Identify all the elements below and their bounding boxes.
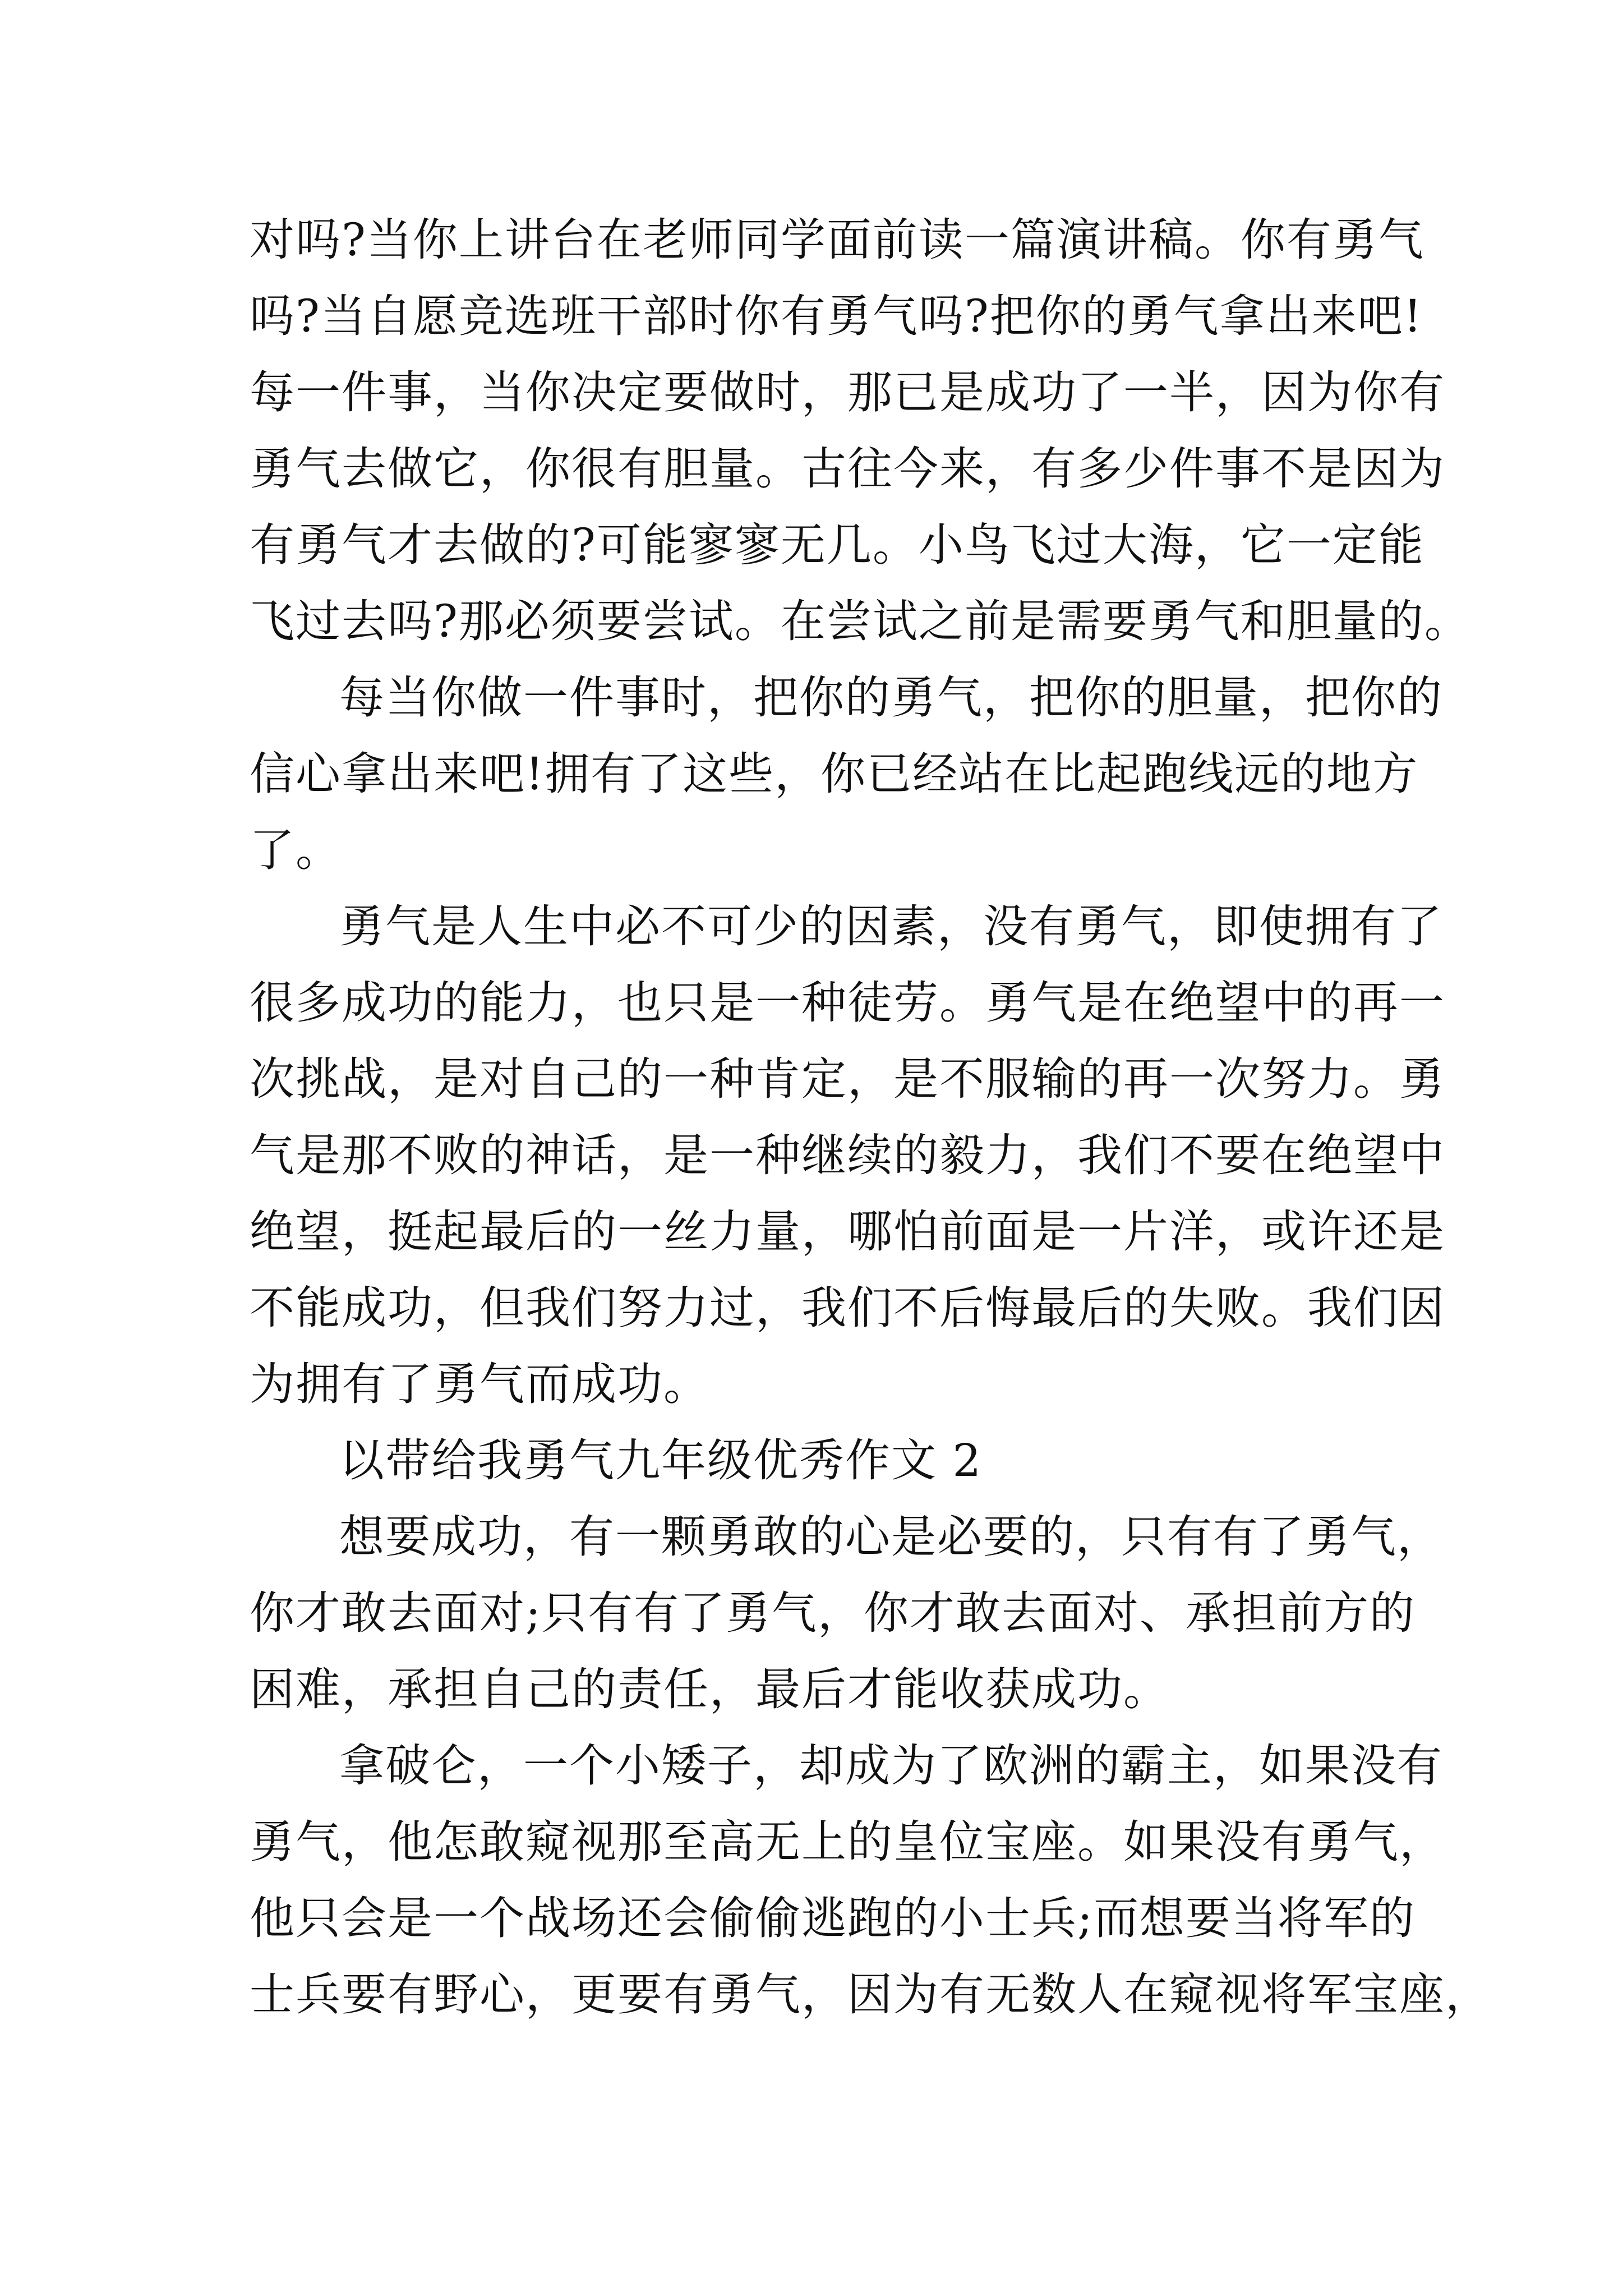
text-line: 他只会是一个战场还会偷偷逃跑的小士兵;而想要当将军的 [250, 1892, 1415, 1944]
text-line: 飞过去吗?那必须要尝试。在尝试之前是需要勇气和胆量的。 [250, 595, 1470, 647]
text-line: 每一件事，当你决定要做时，那已是成功了一半，因为你有 [250, 366, 1445, 418]
paragraph-first-line: 想要成功，有一颗勇敢的心是必要的，只有有了勇气， [339, 1511, 1443, 1563]
text-line: 为拥有了勇气而成功。 [250, 1358, 709, 1410]
text-line: 吗?当自愿竞选班干部时你有勇气吗?把你的勇气拿出来吧! [250, 290, 1423, 342]
text-line: 勇气，他怎敢窥视那至高无上的皇位宝座。如果没有勇气， [250, 1816, 1445, 1868]
text-line: 勇气去做它，你很有胆量。古往今来，有多少件事不是因为 [250, 443, 1445, 495]
paragraph-first-line: 拿破仑，一个小矮子，却成为了欧洲的霸主，如果没有 [339, 1740, 1443, 1792]
paragraph-first-line: 勇气是人生中必不可少的因素，没有勇气，即使拥有了 [339, 900, 1443, 953]
text-line: 绝望，挺起最后的一丝力量，哪怕前面是一片洋，或许还是 [250, 1205, 1445, 1258]
text-line: 你才敢去面对;只有有了勇气，你才敢去面对、承担前方的 [250, 1587, 1415, 1639]
text-line: 了。 [250, 824, 342, 876]
text-line: 对吗?当你上讲台在老师同学面前读一篇演讲稿。你有勇气 [250, 214, 1424, 266]
text-line: 信心拿出来吧!拥有了这些，你已经站在比起跑线远的地方 [250, 748, 1419, 800]
section-heading: 以带给我勇气九年级优秀作文 2 [339, 1434, 983, 1487]
text-line: 有勇气才去做的?可能寥寥无几。小鸟飞过大海，它一定能 [250, 519, 1424, 571]
text-line: 不能成功，但我们努力过，我们不后悔最后的失败。我们因 [250, 1282, 1445, 1334]
text-line: 气是那不败的神话，是一种继续的毅力，我们不要在绝望中 [250, 1129, 1445, 1181]
essay-body [250, 202, 1491, 2033]
paragraph-first-line: 每当你做一件事时，把你的勇气，把你的胆量，把你的 [339, 671, 1443, 724]
text-line: 士兵要有野心，更要有勇气，因为有无数人在窥视将军宝座， [250, 1968, 1491, 2021]
text-line: 次挑战，是对自己的一种肯定，是不服输的再一次努力。勇 [250, 1053, 1445, 1105]
text-line: 困难，承担自己的责任，最后才能收获成功。 [250, 1663, 1169, 1715]
text-line: 很多成功的能力，也只是一种徒劳。勇气是在绝望中的再一 [250, 977, 1445, 1029]
